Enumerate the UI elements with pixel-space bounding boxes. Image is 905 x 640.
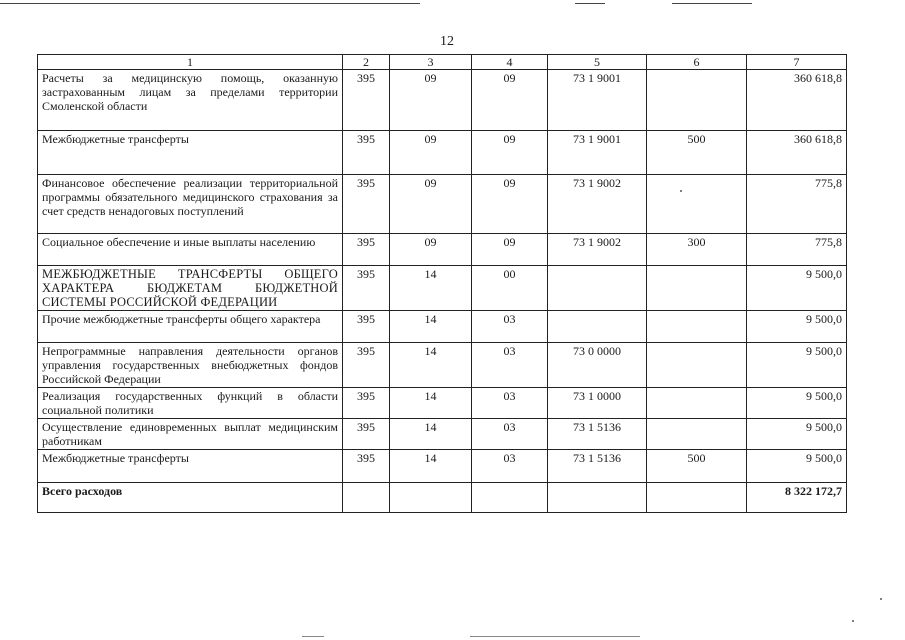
page-number: 12	[440, 34, 454, 49]
empty-cell	[343, 483, 390, 513]
row-expense-type	[647, 388, 747, 419]
table-row	[38, 70, 847, 131]
empty-cell	[647, 483, 747, 513]
row-amount: 360 618,8	[747, 131, 847, 175]
table-row	[38, 419, 847, 450]
table-row	[38, 450, 847, 483]
row-ministry-code: 395	[343, 419, 390, 450]
scan-speck	[680, 190, 682, 192]
top-rule-mid	[575, 3, 605, 4]
header-row	[38, 55, 847, 70]
row-target-article: 73 0 0000	[548, 343, 647, 388]
row-expense-type	[647, 343, 747, 388]
row-name: Реализация государственных функций в области социальной политики	[38, 388, 343, 419]
budget-table	[37, 54, 847, 513]
row-ministry-code: 395	[343, 388, 390, 419]
row-expense-type	[647, 175, 747, 234]
row-subsection: 03	[472, 388, 548, 419]
table-row	[38, 266, 847, 311]
row-subsection: 00	[472, 266, 548, 311]
row-section: 14	[390, 266, 472, 311]
row-target-article: 73 1 5136	[548, 419, 647, 450]
row-amount: 775,8	[747, 234, 847, 266]
top-rule-right	[672, 3, 752, 4]
row-ministry-code: 395	[343, 175, 390, 234]
header-cell: 5	[548, 55, 647, 70]
header-cell: 1	[38, 55, 343, 70]
row-target-article: 73 1 9001	[548, 70, 647, 131]
row-name: Социальное обеспечение и иные выплаты населению	[38, 234, 343, 266]
scan-speck	[880, 598, 882, 600]
scan-speck	[852, 620, 854, 622]
header-cell: 6	[647, 55, 747, 70]
header-cell: 7	[747, 55, 847, 70]
row-amount: 9 500,0	[747, 388, 847, 419]
total-label: Всего расходов	[38, 483, 343, 513]
row-amount: 360 618,8	[747, 70, 847, 131]
row-name: Непрограммные направления деятельности органов управления государственных внебюджетных фондов Российской Федерации	[38, 343, 343, 388]
row-section: 14	[390, 388, 472, 419]
row-name: Финансовое обеспечение реализации территориальной программы обязательного медицинского страхования за счет средств ненадоговых поступлений	[38, 175, 343, 234]
row-subsection: 09	[472, 175, 548, 234]
row-ministry-code: 395	[343, 266, 390, 311]
row-amount: 9 500,0	[747, 419, 847, 450]
row-subsection: 03	[472, 450, 548, 483]
row-expense-type	[647, 266, 747, 311]
row-section: 09	[390, 131, 472, 175]
row-target-article	[548, 311, 647, 343]
row-subsection: 09	[472, 70, 548, 131]
row-name: МЕЖБЮДЖЕТНЫЕ ТРАНСФЕРТЫ ОБЩЕГО ХАРАКТЕРА БЮДЖЕТАМ БЮДЖЕТНОЙ СИСТЕМЫ РОССИЙСКОЙ ФЕДЕРАЦИИ	[38, 266, 343, 311]
row-amount: 9 500,0	[747, 311, 847, 343]
bottom-rule-left	[302, 636, 324, 637]
table-row	[38, 388, 847, 419]
row-ministry-code: 395	[343, 70, 390, 131]
row-name: Межбюджетные трансферты	[38, 450, 343, 483]
row-ministry-code: 395	[343, 311, 390, 343]
table-row	[38, 234, 847, 266]
row-section: 14	[390, 343, 472, 388]
top-rule-left	[0, 3, 420, 4]
row-amount: 9 500,0	[747, 266, 847, 311]
row-name: Осуществление единовременных выплат медицинским работникам	[38, 419, 343, 450]
row-subsection: 09	[472, 131, 548, 175]
bottom-rule-right	[470, 636, 640, 637]
row-section: 14	[390, 450, 472, 483]
total-value: 8 322 172,7	[747, 483, 847, 513]
row-target-article: 73 1 9002	[548, 234, 647, 266]
header-cell: 2	[343, 55, 390, 70]
row-subsection: 03	[472, 343, 548, 388]
row-amount: 9 500,0	[747, 343, 847, 388]
table-row	[38, 131, 847, 175]
row-subsection: 09	[472, 234, 548, 266]
table-row	[38, 175, 847, 234]
row-expense-type	[647, 311, 747, 343]
row-target-article: 73 1 9002	[548, 175, 647, 234]
header-cell: 4	[472, 55, 548, 70]
row-name: Межбюджетные трансферты	[38, 131, 343, 175]
row-target-article: 73 1 0000	[548, 388, 647, 419]
header-cell: 3	[390, 55, 472, 70]
row-name: Прочие межбюджетные трансферты общего характера	[38, 311, 343, 343]
row-subsection: 03	[472, 311, 548, 343]
row-section: 14	[390, 311, 472, 343]
row-ministry-code: 395	[343, 450, 390, 483]
row-name: Расчеты за медицинскую помощь, оказанную застрахованным лицам за пределами территории Смоленской области	[38, 70, 343, 131]
row-expense-type	[647, 419, 747, 450]
total-row	[38, 483, 847, 513]
row-target-article: 73 1 5136	[548, 450, 647, 483]
row-ministry-code: 395	[343, 131, 390, 175]
row-section: 14	[390, 419, 472, 450]
row-expense-type: 300	[647, 234, 747, 266]
row-section: 09	[390, 70, 472, 131]
row-expense-type: 500	[647, 131, 747, 175]
row-ministry-code: 395	[343, 234, 390, 266]
row-target-article	[548, 266, 647, 311]
row-section: 09	[390, 234, 472, 266]
row-amount: 775,8	[747, 175, 847, 234]
row-target-article: 73 1 9001	[548, 131, 647, 175]
table-row	[38, 343, 847, 388]
row-ministry-code: 395	[343, 343, 390, 388]
row-amount: 9 500,0	[747, 450, 847, 483]
row-section: 09	[390, 175, 472, 234]
empty-cell	[472, 483, 548, 513]
empty-cell	[548, 483, 647, 513]
row-expense-type	[647, 70, 747, 131]
row-expense-type: 500	[647, 450, 747, 483]
empty-cell	[390, 483, 472, 513]
row-subsection: 03	[472, 419, 548, 450]
table-row	[38, 311, 847, 343]
